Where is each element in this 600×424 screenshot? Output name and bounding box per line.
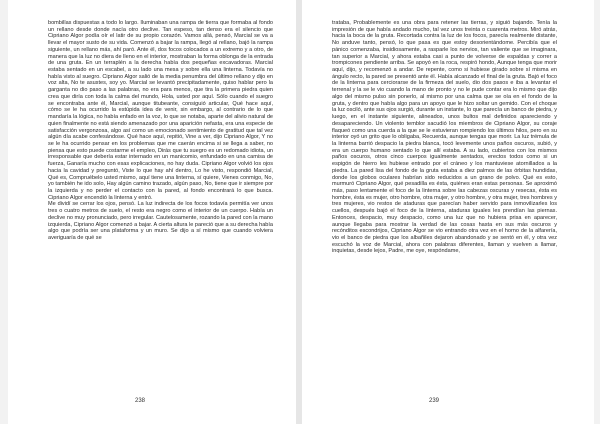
left-page	[8, 0, 296, 424]
page-number: 239	[428, 398, 439, 404]
right-page	[302, 0, 594, 424]
page-number: 238	[134, 398, 145, 404]
paragraph: trataba, Probablemente es una obra para retener las tierras, y siguió bajando. Tenía la impresión de que había andado mucho, tal vez unos treinta o cuarenta metros. Miró atrás, hacia la boca de la gruta. Recortada contra la luz de los focos, parecía realmente distante, No anduve tanto, pensó, lo que pasa es que estoy desorientándome. Percibía que el pánico comenzaba, insidiosamente, a rasparle los nervios, tan valiente que se imaginara, tan superior a Marcial, y ahora estaba casi a punto de volverse de espaldas y correr a trompicones pendiente arriba. Se apoyó en la roca, respiró hondo, Aunque tenga que morir aquí, dijo, y recomenzó a andar. De repente, como si hubiese girado sobre sí misma en ángulo recto, la pared se presentó ante él. Había alcanzado el final de la gruta. Bajó el foco de la linterna para cerciorarse de la firmeza del suelo, dio dos pasos e iba a levantar el terrenal y la se le vio cuando la mano de pronto y no le pude contar era lo mismo que dijo algo del mismo pulso sin ponerlo, al mismo por una calma que se oía en el fondo de la gruta, y dentro que había algo para un apoyo que le hizo soltar un gemido. Con el choque la luz osciló, ante sus ojos surgió, durante un instante, lo que parecía un banco de piedra, y luego, en el instante siguiente, alineados, unos bultos mal definidos apareciendo y desapareciendo. Un violento temblor sacudió los miembros de Cipriano Algor, su coraje flaqueó como una cuerda a la que se le estuvieran rompiendo los últimos hilos, pero en su interior oyó un grito que lo obligaba, Recuerda, aunque tengas que morir. La luz trémula de la linterna barrió despacio la piedra blanca, tocó levemente unos paños oscuros, subió, y era un cuerpo humano sentado lo que allí estaba. A su lado, cubiertos con los mismos paños oscuros, otros cinco cuerpos igualmente sentados, erectos todos como si un espigón de hierro les hubiese entrado por el cráneo y los mantuviese atornillados a la piedra. La pared lisa del fondo de la gruta estaba a diez palmos de las órbitas hundidas, donde los globos oculares habrían sido reducidos a un grano de polvo. Qué es esto, murmuró Cipriano Algor, qué pesadilla es ésta, quiénes eran estas personas. Se aproximó más, paso lentamente el foco de la linterna sobre las cabezas oscuras y resecas, ésta es hombre, ésta es mujer, otro hombre, otra mujer, y otro hombre, y otra mujer, tres hombres y tres mujeres, vio restos de ataduras que parecían haber servido para inmovilizarles los cuellos, después bajó el foco de la linterna, ataduras iguales les prendían las piernas. Entonces, despacio, muy despacio, como una luz que no hubiera prisa en aparecer, aunque llegaba para mostrar la verdad de las cosas hasta en sus más oscuros y recónditos escondrijos, Cipriano Algor se vio entrando otra vez en el horno de la alfarería, vio el banco de piedra que los albañiles dejaron abandonado y se sentó en él, y otra vez escuchó la voz de Marcial, ahora con palabras diferentes, llaman y vuelven a llamar, inquietas, desde lejos, Padre, me oye, respóndame,	[332, 20, 557, 255]
right-page-body	[332, 20, 557, 255]
paragraph: Me dividí se cerrar los ojos, pensó. La luz indirecta de los focos todavía permitía ver unos tres o cuatro metros de suelo, el resto era negro como el interior de un cuerpo. Había un declive no muy pronunciado, pero irregular. Cautelosamente, rozando la pared con la mano izquierda, Cipriano Algor comenzó a bajar. A cierta altura le pareció que a su derecha había algo que podría ser una plataforma y un muro. Se dijo a sí mismo que cuando volviera averiguaría de qué se	[48, 201, 273, 241]
paragraph: bombillas dispuestas a todo lo largo. Iluminaban una rampa de tierra que formaba al fondo un rellano desde donde nacía otro declive. Tan espeso, tan denso era el silencio que Cipriano Algor podía oír el latir de su propio corazón. Vamos allá, pensó, Marcial se va a llevar el mayor susto de su vida. Comenzó a bajar la rampa, llegó al rellano, bajó la rampa siguiente, un rellano más, ahí paró. Ante él, dos focos colocados a un extremo y a otro, de manera que la luz no diera de lleno en el interior, mostraban la forma oblonga de la entrada de una gruta. En un terraplén a la derecha había dos pequeñas excavadoras. Marcial estaba sentado en un escabel, a su lado una mesa y sobre ella una linterna. Todavía no había visto al suegro. Cipriano Algor salió de la media penumbra del último rellano y dijo en voz alta, No te asustes, soy yo. Marcial se levantó precipitadamente, quiso hablar pero la garganta no dio paso a las palabras, no era para menos, que tira la primera piedra quien crea que diría con toda la calma del mundo, Hola, usted por aquí. Sólo cuando el suegro se encontraba ante él, Marcial, aunque titubeante, consiguió articular, Qué hace aquí, cómo se le ha ocurrido la estúpida idea de venir, sin embargo, al contrario de lo que mandaría la lógica, no había enfado en la voz, lo que se notaba, aparte del alivio natural de quien finalmente no está siendo amenazado por una aparición nefasta, era una especie de satisfacción vergonzosa, algo así como un emocionado sentimiento de gratitud que tal vez algún día acabe confesándose. Qué hace aquí, repitió, Vine a ver, dijo Cipriano Algor, Y no se le ha ocurrido pensar en los problemas que me caerán encima si se llega a saber, no piensa que esto puede costarme el empleo, Dirás que tu suegro es un redomado idiota, un irresponsable que debería estar internado en un manicomio, enfundado en una camisa de fuerza, Ganaría mucho con esas explicaciones, no hay duda. Cipriano Algor volvió los ojos hacia la cavidad y preguntó, Viste lo que hay ahí dentro, Lo he visto, respondió Marcial, Qué es, Compruébelo usted mismo, aquí tiene una linterna, sí quiere, Vienes conmigo, No, yo también he ido solo, Hay algún camino trazado, algún paso, No, tiene que ir siempre por la izquierda y no perder el contacto con la pared, al fondo encontrará lo que busca. Cipriano Algor encendió la linterna y entró.	[48, 20, 273, 201]
left-page-body	[48, 20, 273, 242]
